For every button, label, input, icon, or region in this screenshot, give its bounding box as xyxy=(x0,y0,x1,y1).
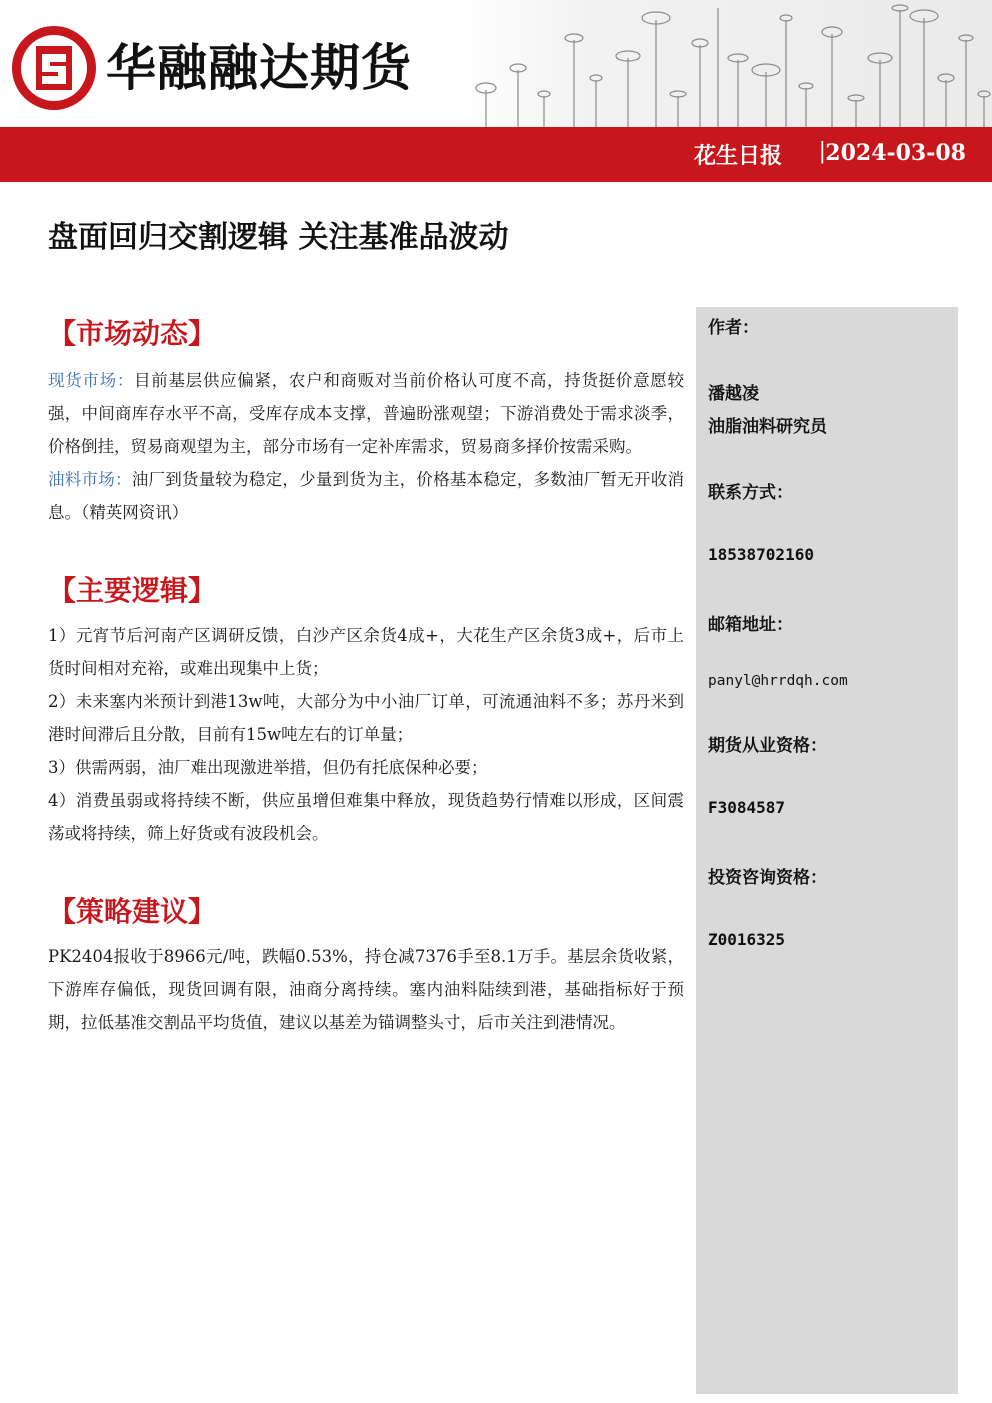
section-heading-market: 【市场动态】 xyxy=(48,317,217,350)
spot-market-paragraph xyxy=(48,364,684,463)
logic-list xyxy=(48,619,684,850)
report-body xyxy=(48,312,684,1039)
oil-market-label: 油料市场： xyxy=(48,470,132,489)
list-item: 3）供需两弱，油厂难出现激进举措，但仍有托底保种必要； xyxy=(48,758,488,777)
list-item: 4）消费虽弱或将持续不断，供应虽增但难集中释放，现货趋势行情难以形成，区间震荡或将持续，筛上好货或有波段机会。 xyxy=(48,791,684,843)
section-heading-logic: 【主要逻辑】 xyxy=(48,574,217,607)
contact-label: 联系方式： xyxy=(708,483,793,503)
author-name: 潘越凌 xyxy=(708,384,759,404)
investment-qualification-label: 投资咨询资格： xyxy=(708,868,827,888)
header-decoration xyxy=(456,0,992,128)
header-bar xyxy=(0,127,992,182)
author-sidebar xyxy=(696,307,958,1394)
email-label: 邮箱地址： xyxy=(708,615,793,635)
strategy-paragraph: PK2404报收于8966元/吨，跌幅0.53%，持仓减7376手至8.1万手。基层余货收紧，下游库存偏低，现货回调有限，油商分离持续。塞内油料陆续到港，基础指标好于预期，拉低基准交割品平均货值，建议以基差为锚调整头寸，后市关注到港情况。 xyxy=(48,947,684,1032)
oil-market-text: 油厂到货量较为稳定，少量到货为主，价格基本稳定，多数油厂暂无开收消息。（精英网资讯） xyxy=(48,470,685,522)
company-name: 华融融达期货 xyxy=(106,39,412,97)
list-item: 2）未来塞内米预计到港13w吨，大部分为中小油厂订单，可流通油料不多；苏丹米到港时间滞后且分散，目前有15w吨左右的订单量； xyxy=(48,692,684,744)
report-type: 花生日报 xyxy=(693,143,782,169)
report-date: 2024-03-08 xyxy=(825,140,966,166)
author-title: 油脂油料研究员 xyxy=(708,417,827,437)
list-item: 1）元宵节后河南产区调研反馈，白沙产区余货4成+，大花生产区余货3成+，后市上货时间相对充裕，或难出现集中上货； xyxy=(48,626,684,678)
investment-qualification-number: Z0016325 xyxy=(708,930,786,949)
email-address[interactable]: panyl@hrrdqh.com xyxy=(708,673,848,689)
header-separator: | xyxy=(818,139,826,164)
spot-market-text: 目前基层供应偏紧，农户和商贩对当前价格认可度不高，持货挺价意愿较强，中间商库存水平不高，受库存成本支撑，普遍盼涨观望；下游消费处于需求淡季，价格倒挂，贸易商观望为主，部分市场有一定补库需求，贸易商多择价按需采购。 xyxy=(48,371,685,456)
page-title: 盘面回归交割逻辑 关注基准品波动 xyxy=(48,220,509,255)
company-logo xyxy=(10,22,412,114)
spot-market-label: 现货市场： xyxy=(48,371,135,390)
futures-qualification-label: 期货从业资格： xyxy=(708,736,827,756)
section-heading-strategy: 【策略建议】 xyxy=(48,895,217,928)
oil-market-paragraph xyxy=(48,463,684,529)
author-label: 作者： xyxy=(708,318,759,338)
phone-number: 18538702160 xyxy=(708,545,814,564)
futures-qualification-number: F3084587 xyxy=(708,798,786,817)
company-logo-icon xyxy=(10,24,98,112)
